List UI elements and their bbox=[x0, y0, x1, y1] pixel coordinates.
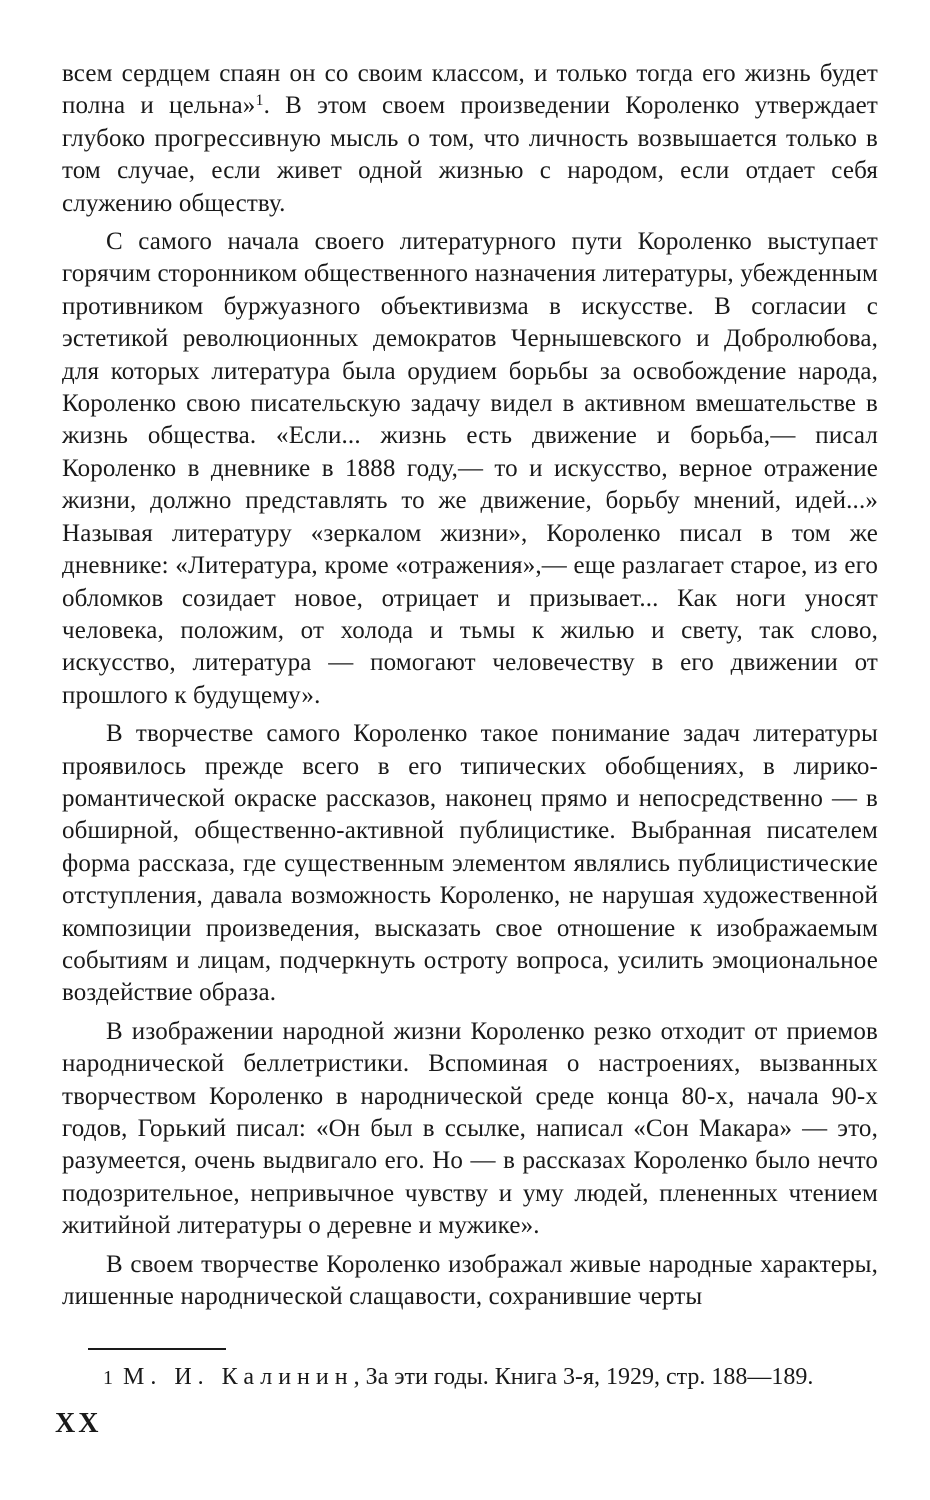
footnote bbox=[103, 1362, 878, 1393]
page-body bbox=[62, 58, 878, 1313]
footnote-source: , За эти годы. Книга 3-я, 1929, стр. 188—189. bbox=[353, 1364, 814, 1390]
paragraph: В творчестве самого Короленко такое понимание задач литературы проявилось прежде всего в его типических обобщениях, в лирико-романтической окраске рассказов, наконец прямо и непосредственно — в обширной, общественно-активной публицистике. Выбранная писателем форма рассказа, где существенным элементом являлись публицистические отступления, давала возможность Короленко, не нарушая художественной композиции произведения, высказать свое отношение к изображаемым событиям и лицам, подчеркнуть остроту вопроса, усилить эмоциональное воздействие образа. bbox=[62, 720, 878, 1007]
paragraph-text: . В этом своем произведении Короленко утверждает глубоко прогрессивную мысль о том, что личность возвышается только в том случае, если живет одной жизнью с народом, если отдает себя служению обществу. bbox=[62, 92, 878, 217]
footnote-divider bbox=[88, 1348, 226, 1350]
footnote-reference: 1 bbox=[255, 92, 264, 110]
page-number: XX bbox=[55, 1408, 102, 1439]
footnote-mark: 1 bbox=[103, 1367, 113, 1389]
footnote-author: М. И. Калинин bbox=[123, 1364, 354, 1390]
paragraph: В изображении народной жизни Короленко резко отходит от приемов народнической беллетристики. Вспоминая о настроениях, вызванных творчеством Короленко в народнической среде конца 80-х, начала 90-х годов, Горький писал: «Он был в ссылке, написал «Сон Макара» — это, разумеется, очень выдвигало его. Но — в рассказах Короленко было нечто подозрительное, непривычное чувству и уму людей, плененных чтением житийной литературы о деревне и мужике». bbox=[62, 1017, 878, 1240]
paragraph-text: всем сердцем спаян он со своим классом, и только тогда его жизнь будет полна и цельна» bbox=[62, 60, 878, 120]
paragraph: В своем творчестве Короленко изображал живые народные характеры, лишенные народнической слащавости, сохранившие черты bbox=[62, 1250, 878, 1311]
paragraph-continuation bbox=[62, 58, 878, 220]
paragraph: С самого начала своего литературного пути Короленко выступает горячим сторонником общественного назначения литературы, убежденным противником буржуазного объективизма в искусстве. В согласии с эстетикой революционных демократов Чернышевского и Добролюбова, для которых литература была орудием борьбы за освобождение народа, Короленко свою писательскую задачу видел в активном вмешательстве в жизнь общества. «Если... жизнь есть движение и борьба,— писал Короленко в дневнике в 1888 году,— то и искусство, верное отражение жизни, должно представлять то же движение, борьбу мнений, идей...» Называя литературу «зеркалом жизни», Короленко писал в том же дневнике: «Литература, кроме «отражения»,— еще разлагает старое, из его обломков созидает новое, отрицает и призывает... Как ноги уносят человека, положим, от холода и тьмы к жилью и свету, так слово, искусство, литература — помогают человечеству в его движении от прошлого к будущему». bbox=[62, 228, 878, 709]
